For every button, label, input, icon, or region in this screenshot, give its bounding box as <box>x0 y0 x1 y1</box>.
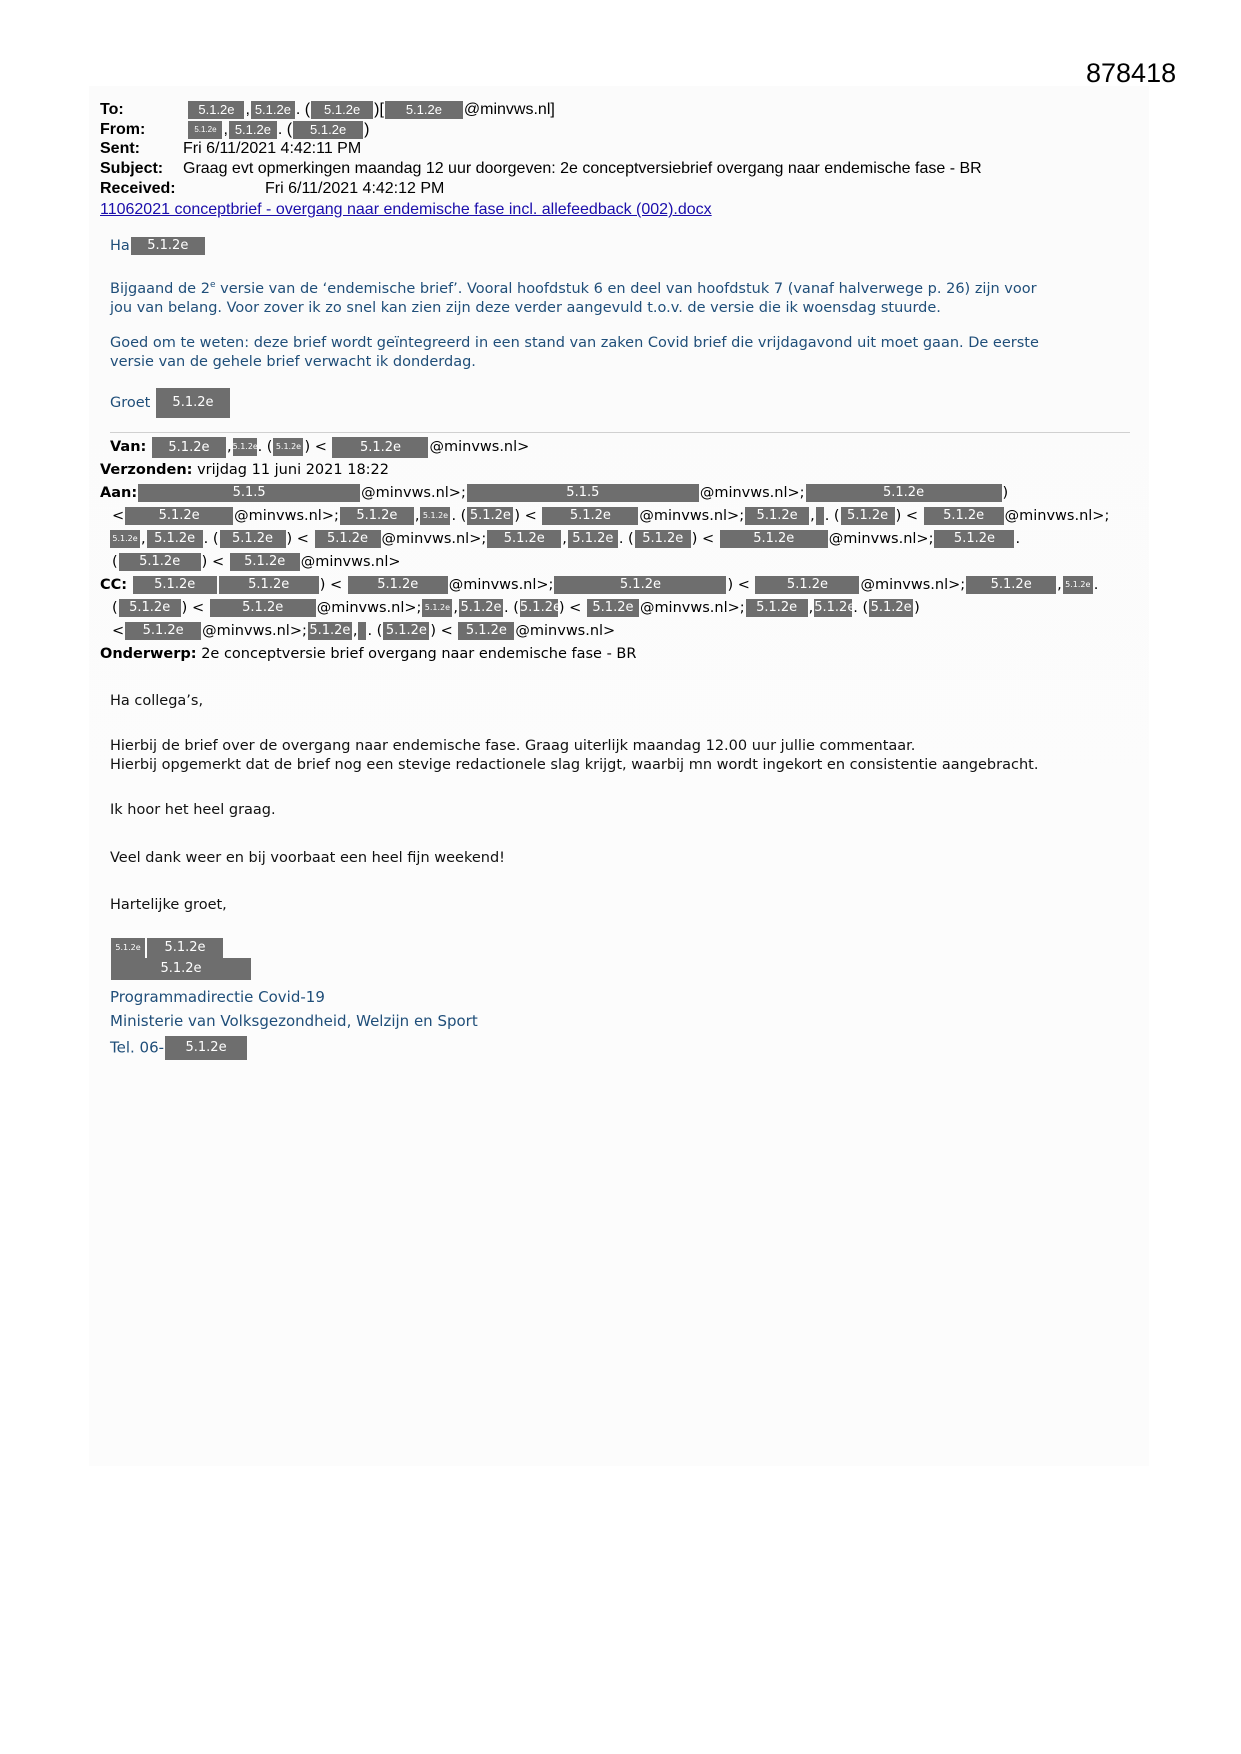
cc-row-2: ( 5.1.2e ) < 5.1.2e @minvws.nl>; 5.1.2e , 5.1.2e . (5.1.2e) < 5.1.2e @minvws.nl>; 5.1.2e ,5.1.2e. ( 5.1.2e ) <box>112 600 920 616</box>
redaction-box: 5.1.2e <box>131 237 205 255</box>
message1-paragraph2: Goed om te weten: deze brief wordt geïntegreerd in een stand van zaken Covid brief die vrijdagavond uit moet gaan. De eerste versie van de gehele brief verwacht ik donderdag. <box>110 335 1039 370</box>
redaction-box: 5.1.2e <box>635 530 691 548</box>
redaction-box: 5.1.2e <box>385 101 463 119</box>
redaction-box: 5.1.2e <box>841 507 895 525</box>
redaction-box: 5.1.2e <box>568 530 618 548</box>
document-number: 878418 <box>1086 58 1177 88</box>
cc-row-3: < 5.1.2e @minvws.nl>; 5.1.2e , . ( 5.1.2e ) < 5.1.2e @minvws.nl> <box>112 623 616 639</box>
message1-greeting-row <box>110 237 206 256</box>
redaction-box: 5.1.2e <box>133 576 217 594</box>
message2-line4: Veel dank weer en bij voorbaat een heel fijn weekend! <box>110 850 505 866</box>
redaction-box: 5.1.2e <box>119 599 181 617</box>
redaction-box: 5.1.2e <box>111 938 145 958</box>
redaction-box: 5.1.2e <box>755 576 859 594</box>
redaction-box: 5.1.2e <box>315 530 381 548</box>
van-label: Van: <box>110 439 147 455</box>
redaction-box: 5.1.2e <box>188 121 222 139</box>
separator <box>110 432 1130 433</box>
redaction-box: 5.1.2e <box>806 484 1002 502</box>
redaction-box: 5.1.2e <box>111 958 251 980</box>
signature-dept: Programmadirectie Covid-19 <box>110 988 325 1006</box>
redaction-box: 5.1.2e <box>966 576 1056 594</box>
redaction-box: 5.1.2e <box>746 599 808 617</box>
redaction-box: 5.1.2e <box>220 530 286 548</box>
redaction-box: 5.1.2e <box>467 507 513 525</box>
message2-paragraph: Hierbij de brief over de overgang naar endemische fase. Graag uiterlijk maandag 12.00 uur jullie commentaar. Hierbij opgemerkt dat de brief nog een stevige redactionele slag krijgt, waarbij mn wordt ingekort en consistentie aangebracht. <box>110 738 1039 773</box>
redaction-box: 5.1.2e <box>188 101 244 119</box>
redaction-box: 5.1.2e <box>147 530 203 548</box>
message2-line3: Ik hoor het heel graag. <box>110 802 276 818</box>
greeting: Ha <box>110 238 130 254</box>
redaction-box: 5.1.2e <box>152 437 226 458</box>
to-domain: @minvws.nl] <box>463 101 555 118</box>
subject-label: Subject: <box>100 160 164 177</box>
redaction-box: 5.1.2e <box>458 622 514 640</box>
redaction-box: 5.1.2e <box>587 599 639 617</box>
redaction-box: 5.1.2e <box>309 623 351 638</box>
onderwerp-row <box>100 643 636 666</box>
sent-value: Fri 6/11/2021 4:42:11 PM <box>183 140 362 157</box>
signature-ministry: Ministerie van Volksgezondheid, Welzijn en Sport <box>110 1012 478 1030</box>
redaction-box: 5.1.2e <box>720 530 828 548</box>
van-row: Van: 5.1.2e ,5.1.2e. ( 5.1.2e ) < 5.1.2e @minvws.nl> <box>100 436 529 459</box>
redaction-box: 5.1.2e <box>147 938 223 958</box>
message1-closing-row <box>110 388 231 418</box>
verzonden-label: Verzonden: <box>100 462 193 478</box>
redaction-box: 5.1.2e <box>542 507 638 525</box>
message2-greeting: Ha collega’s, <box>110 693 204 709</box>
signature-redactions <box>110 938 252 980</box>
redaction-box: 5.1.2e <box>125 507 233 525</box>
redaction-box: 5.1.2e <box>340 507 414 525</box>
onderwerp-value: 2e conceptversie brief overgang naar endemische fase - BR <box>201 646 637 662</box>
to-label: To: <box>100 101 124 118</box>
aan-row-2: < 5.1.2e @minvws.nl>; 5.1.2e , 5.1.2e . ( 5.1.2e ) < 5.1.2e @minvws.nl>; 5.1.2e , . ( 5.1.2e ) < 5.1.2e @minvws.nl>; <box>112 508 1110 524</box>
redaction-box: 5.1.2e <box>110 530 140 548</box>
redaction-box: 5.1.2e <box>519 600 561 615</box>
aan-label: Aan: <box>100 485 138 501</box>
redaction-box: 5.1.2e <box>219 576 319 594</box>
redaction-box: 5.1.2e <box>332 437 428 458</box>
verzonden-row <box>100 459 389 482</box>
redaction-box: 5.1.2e <box>487 530 561 548</box>
redaction-box: 5.1.2e <box>273 438 303 456</box>
header-to-row: To: 5.1.2e , 5.1.2e . ( 5.1.2e )[ 5.1.2e @minvws.nl] <box>100 101 555 118</box>
cc-row-1: CC: 5.1.2e 5.1.2e ) < 5.1.2e @minvws.nl>; 5.1.2e ) < 5.1.2e @minvws.nl>; 5.1.2e , 5.1.2e . <box>100 577 1099 593</box>
redaction-box: 5.1.2e <box>554 576 726 594</box>
redaction-box: 5.1.2e <box>125 622 201 640</box>
received-value: Fri 6/11/2021 4:42:12 PM <box>265 180 445 197</box>
redaction-box: 5.1.2e <box>383 622 429 640</box>
redaction-box: 5.1.2e <box>1063 576 1093 594</box>
redaction-box: 5.1.2e <box>745 507 809 525</box>
message2-closing: Hartelijke groet, <box>110 897 227 913</box>
verzonden-value: vrijdag 11 juni 2021 18:22 <box>197 462 389 478</box>
redaction-box: 5.1.2e <box>924 507 1004 525</box>
aan-row-1: Aan: 5.1.5 @minvws.nl>; 5.1.5 @minvws.nl>; 5.1.2e ) <box>100 485 1009 501</box>
redaction-box: 5.1.2e <box>348 576 448 594</box>
received-label: Received: <box>100 180 176 197</box>
header-sent-row <box>100 139 361 158</box>
redaction-box: 5.1.2e <box>422 599 452 617</box>
subject-value: Graag evt opmerkingen maandag 12 uur doorgeven: 2e conceptversiebrief overgang naar endemische fase - BR <box>183 160 982 177</box>
redaction-box: 5.1.2e <box>460 600 502 615</box>
redaction-box: 5.1.2e <box>293 121 363 139</box>
header-received-row <box>100 179 444 198</box>
redaction-box: 5.1.2e <box>814 600 856 615</box>
aan-row-4: ( 5.1.2e ) < 5.1.2e @minvws.nl> <box>112 554 401 570</box>
sent-label: Sent: <box>100 140 140 157</box>
signature-tel: Tel. 06- 5.1.2e <box>110 1036 248 1060</box>
message1-paragraph1: Bijgaand de 2e versie van de ‘endemische brief’. Vooral hoofdstuk 6 en deel van hoofdstuk 7 (vanaf halverwege p. 26) zijn voor jou van belang. Voor zover ik zo snel kan zien zijn deze verder aangevuld t.o.v. de versie die ik woensdag stuurde. <box>110 280 1037 316</box>
redaction-box: 5.1.5 <box>467 484 699 502</box>
redaction-box: 5.1.2e <box>870 600 912 615</box>
redaction-box: 5.1.2e <box>251 101 295 119</box>
redaction-box: 5.1.2e <box>229 121 277 139</box>
redaction-box: 5.1.2e <box>156 388 230 418</box>
aan-row-3: 5.1.2e , 5.1.2e . ( 5.1.2e ) < 5.1.2e @minvws.nl>; 5.1.2e , 5.1.2e . ( 5.1.2e ) < 5.1.2e @minvws.nl>; 5.1.2e . <box>100 528 1020 551</box>
header-subject-row <box>100 159 982 178</box>
redaction-box: 5.1.2e <box>311 101 373 119</box>
redaction-box: 5.1.2e <box>210 599 316 617</box>
redaction-box: 5.1.2e <box>119 553 201 571</box>
redaction-box: 5.1.5 <box>138 484 360 502</box>
onderwerp-label: Onderwerp: <box>100 646 197 662</box>
cc-label: CC: <box>100 577 128 593</box>
redaction-box: 5.1.2e <box>420 507 450 525</box>
from-label: From: <box>100 121 146 138</box>
header-from-row: From: 5.1.2e , 5.1.2e . ( 5.1.2e ) <box>100 121 370 138</box>
attachment-link[interactable]: 11062021 conceptbrief - overgang naar endemische fase incl. allefeedback (002).docx <box>100 201 712 218</box>
redaction-box: 5.1.2e <box>230 553 300 571</box>
redaction-box: 5.1.2e <box>233 438 257 456</box>
redaction-box: 5.1.2e <box>934 530 1014 548</box>
redaction-box: 5.1.2e <box>165 1036 247 1060</box>
closing: Groet <box>110 395 151 411</box>
